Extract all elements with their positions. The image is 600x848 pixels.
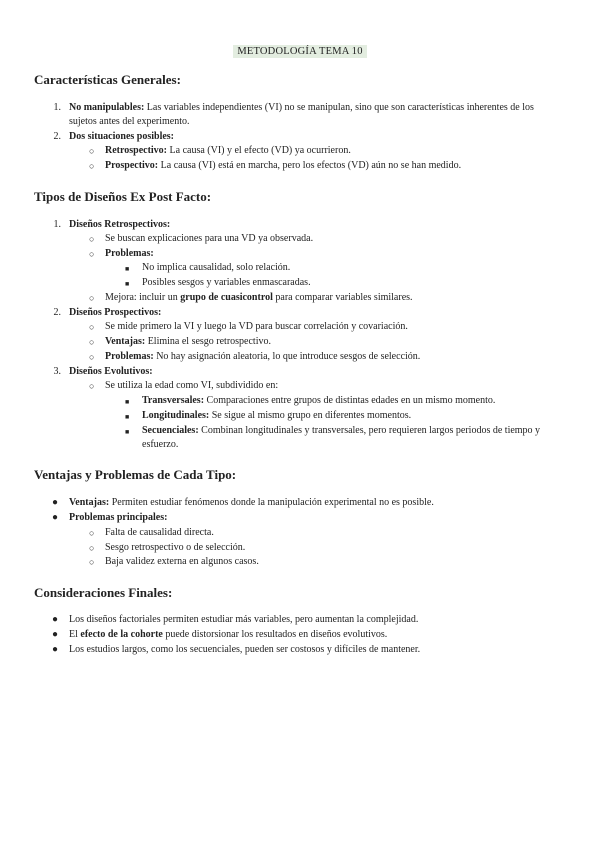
list-item: Los estudios largos, como los secuenciales, pueden ser costosos y difíciles de mantener.	[69, 644, 421, 655]
list-item: Transversales: Comparaciones entre grupos de distintas edades en un mismo momento.	[142, 395, 496, 406]
list-number: 1.	[53, 219, 61, 230]
circle-bullet-icon: ○	[89, 528, 95, 538]
section-heading-consideraciones: Consideraciones Finales:	[34, 585, 173, 600]
section-heading-caracteristicas: Características Generales:	[34, 72, 181, 87]
list-item: Sesgo retrospectivo o de selección.	[105, 542, 246, 553]
list-item: Se mide primero la VI y luego la VD para buscar correlación y covariación.	[105, 321, 408, 332]
list-number: 3.	[53, 366, 61, 377]
circle-bullet-icon: ○	[89, 557, 95, 567]
document-title: METODOLOGÍA TEMA 10	[233, 45, 366, 58]
list-item: Falta de causalidad directa.	[105, 527, 214, 538]
list-number: 2.	[53, 307, 61, 318]
bullet-icon: ●	[52, 629, 59, 640]
list-item: Los diseños factoriales permiten estudiar más variables, pero aumentan la complejidad.	[69, 614, 419, 625]
list-item: Dos situaciones posibles:	[69, 131, 175, 142]
circle-bullet-icon: ○	[89, 249, 95, 259]
square-bullet-icon: ■	[125, 428, 130, 436]
list-item: Diseños Evolutivos:	[69, 366, 153, 377]
square-bullet-icon: ■	[125, 413, 130, 421]
list-item: Diseños Retrospectivos:	[69, 219, 171, 230]
list-item: Ventajas: Elimina el sesgo retrospectivo.	[105, 336, 271, 347]
list-item: Posibles sesgos y variables enmascaradas.	[142, 277, 311, 288]
circle-bullet-icon: ○	[89, 146, 95, 156]
list-number: 2.	[53, 131, 61, 142]
circle-bullet-icon: ○	[89, 352, 95, 362]
square-bullet-icon: ■	[125, 280, 130, 288]
bullet-icon: ●	[52, 512, 59, 523]
square-bullet-icon: ■	[125, 265, 130, 273]
circle-bullet-icon: ○	[89, 337, 95, 347]
list-item: Problemas: No hay asignación aleatoria, lo que introduce sesgos de selección.	[105, 351, 421, 362]
circle-bullet-icon: ○	[89, 322, 95, 332]
circle-bullet-icon: ○	[89, 161, 95, 171]
circle-bullet-icon: ○	[89, 543, 95, 553]
list-item: Mejora: incluir un grupo de cuasicontrol para comparar variables similares.	[105, 292, 413, 303]
bullet-icon: ●	[52, 497, 59, 508]
list-item: No manipulables: Las variables independientes (VI) no se manipulan, sino que son características inherentes de los sujetos antes del experimento.	[69, 102, 534, 127]
list-item: Longitudinales: Se sigue al mismo grupo en diferentes momentos.	[142, 410, 412, 421]
bullet-icon: ●	[52, 644, 59, 655]
section-heading-tipos: Tipos de Diseños Ex Post Facto:	[34, 189, 212, 204]
list-item: Ventajas: Permiten estudiar fenómenos donde la manipulación experimental no es posible.	[69, 497, 434, 508]
circle-bullet-icon: ○	[89, 381, 95, 391]
square-bullet-icon: ■	[125, 398, 130, 406]
list-item: Secuenciales: Combinan longitudinales y transversales, pero requieren largos periodos de tiempo y esfuerzo.	[142, 425, 541, 450]
list-item: Diseños Prospectivos:	[69, 307, 162, 318]
list-item: Baja validez externa en algunos casos.	[105, 556, 259, 567]
list-item: Retrospectivo: La causa (VI) y el efecto (VD) ya ocurrieron.	[105, 145, 351, 156]
circle-bullet-icon: ○	[89, 234, 95, 244]
list-item: Se utiliza la edad como VI, subdividido en:	[105, 380, 279, 391]
list-item: Se buscan explicaciones para una VD ya observada.	[105, 233, 314, 244]
list-item: Prospectivo: La causa (VI) está en marcha, pero los efectos (VD) aún no se han medido.	[105, 160, 462, 171]
list-number: 1.	[53, 102, 61, 113]
list-item: Problemas principales:	[69, 512, 168, 523]
circle-bullet-icon: ○	[89, 293, 95, 303]
list-item: No implica causalidad, solo relación.	[142, 262, 291, 273]
list-item: Problemas:	[105, 248, 154, 259]
section-heading-ventajas: Ventajas y Problemas de Cada Tipo:	[34, 467, 237, 482]
bullet-icon: ●	[52, 614, 59, 625]
list-item: El efecto de la cohorte puede distorsionar los resultados en diseños evolutivos.	[69, 629, 388, 640]
